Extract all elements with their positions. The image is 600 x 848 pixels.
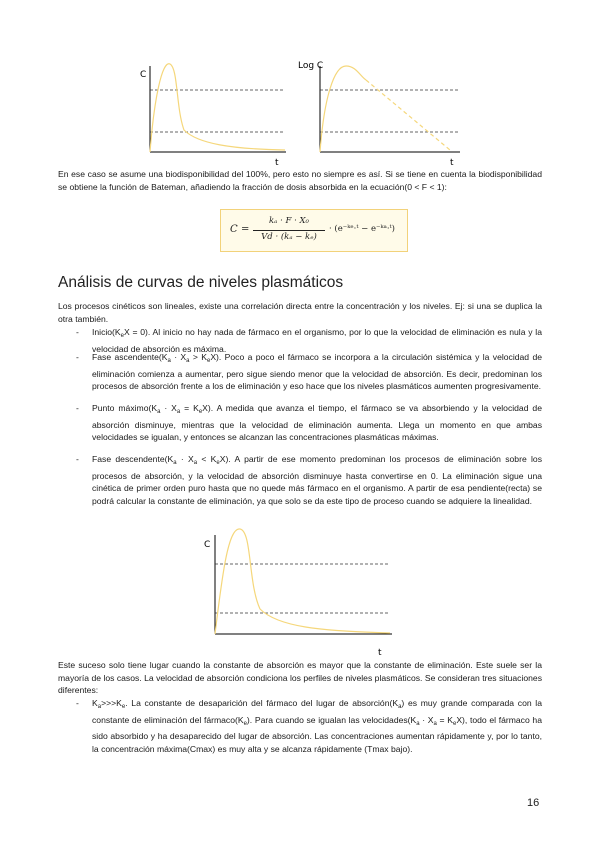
x-axis-label: t: [450, 158, 454, 168]
y-axis-label: C: [204, 540, 211, 550]
situation-list: [58, 697, 542, 756]
section-heading: Análisis de curvas de niveles plasmáticos: [58, 274, 344, 291]
fraction-bar: [253, 230, 325, 231]
list-item: - $K_a>>>K_e$. La constante de desaparición del fármaco del lugar de $absorción(K_a)$ es muy grande comparada con la constante de eliminación del $fármaco(K_e)$. Para cuando se igualan las $velocidades(K_a \cdot X_a = K_eX)$, todo el fármaco ha sido absorbido y ha desaparecido del lugar de absorción. Las concentraciones aumentan rápidamente y, por lo tanto, la concentración máxima(Cmax) es muy alta y se alcanza rápidamente (Tmax bajo).: [76, 698, 542, 755]
elimination-slope-line: [366, 80, 450, 150]
list-item: - Fase $ascendente(K_a \cdot X_a > K_eX)$. Poco a poco el fármaco se incorpora a la circulación sistémica y la velocidad de eliminación comienza a aumentar, pero sigue siendo menor que la velocidad de absorción. Es decir, predominan los procesos de absorción frente a los de eliminación y eso hace que los niveles plasmáticos aumenten progresivamente.: [76, 352, 542, 392]
y-axis-label: Log C: [298, 61, 324, 71]
formula-lhs: C: [230, 224, 238, 235]
x-axis-label: t: [275, 158, 279, 168]
formula-denominator: Vd · (kₐ − kₑ): [261, 232, 317, 242]
formula-exponential-term: · (e⁻ᵏᵉ·ᵗ − e⁻ᵏᵃ·ᵗ): [329, 224, 395, 234]
intro-paragraph: En ese caso se asume una biodisponibilidad del 100%, pero esto no siempre es así. Si se tiene en cuenta la biodisponibilidad se obtiene la función de Bateman, añadiendo la fracción de dosis absorbida en la ecuación(0 < F < 1):: [58, 169, 542, 192]
x-axis-label: t: [378, 648, 382, 658]
y-axis-label: C: [140, 70, 147, 80]
formula-numerator: kₐ · F · X₀: [269, 216, 309, 226]
formula-equals: =: [241, 224, 250, 235]
after-chart-paragraph: Este suceso solo tiene lugar cuando la constante de absorción es mayor que la constante de eliminación. Este suele ser la mayoría de los casos. La velocidad de absorción condiciona los perfiles de niveles plasmáticos. Se consideran tres situaciones diferentes:: [58, 660, 542, 696]
phase-list: [58, 326, 542, 508]
plasma-curve-chart-linear: [140, 60, 290, 168]
plasma-curve-chart-phases: [200, 527, 400, 659]
page-number: 16: [527, 797, 540, 809]
concentration-curve: [150, 64, 285, 152]
concentration-curve: [215, 529, 390, 634]
section-intro: Los procesos cinéticos son lineales, existe una correlación directa entre la concentración y los niveles. Ej: si una se duplica la otra también.: [58, 301, 542, 324]
list-item: - Punto $máximo(K_a \cdot X_a = K_eX)$. A medida que avanza el tiempo, el fármaco se va absorbiendo y la velocidad de absorción disminuye, mientras que la velocidad de eliminación aumenta. Llega un momento en que ambas velocidades se igualan, y entonces se alcanzan las concentraciones plasmáticas máximas.: [76, 403, 542, 443]
list-item: - Fase $descendente(K_a \cdot X_a < K_eX)$. A partir de ese momento predominan los procesos de eliminación sobre los procesos de absorción, y la velocidad de absorción disminuye hasta convertirse en 0. La eliminación sigue una cinética de primer orden puro hasta que no quede más fármaco en el organismo. A partir de esa pendiente(recta) se podrá calcular la constante de eliminación, ya que solo se da este tipo de proceso cuando se adquiere la linealidad.: [76, 454, 542, 507]
bateman-formula: [220, 209, 408, 252]
list-item: - $Inicio(K_eX = 0)$. Al inicio no hay nada de fármaco en el organismo, por lo que la velocidad de eliminación es nula y la velocidad de absorción es máxima.: [76, 327, 542, 354]
plasma-curve-chart-log: [298, 58, 468, 168]
log-concentration-curve: [320, 66, 366, 152]
